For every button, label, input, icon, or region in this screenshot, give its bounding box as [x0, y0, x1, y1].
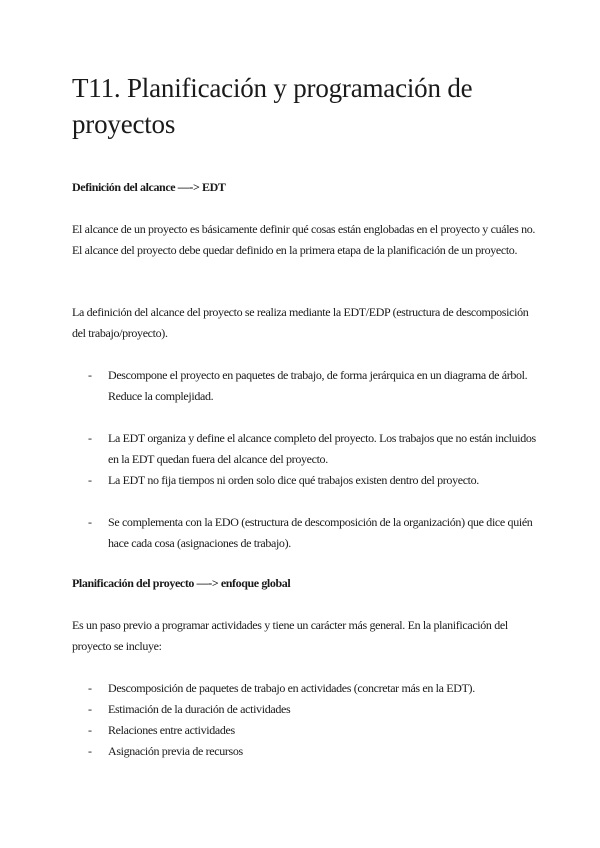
paragraph-edt-edp: La definición del alcance del proyecto se realiza mediante la EDT/EDP (estructura de descomposición del trabajo/proyecto). [72, 305, 529, 340]
bullet-marker: - [88, 515, 92, 529]
list-item [72, 365, 542, 407]
list-item [72, 720, 542, 741]
list-item-text: Descomposición de paquetes de trabajo en actividades (concretar más en la EDT). [108, 681, 475, 695]
list-item [72, 428, 542, 470]
list-item-text: La EDT organiza y define el alcance completo del proyecto. Los trabajos que no están incluidos en la EDT quedan fuera del alcance del proyecto. [108, 431, 536, 466]
list-item [72, 512, 542, 554]
bullet-marker: - [88, 744, 92, 758]
bullet-marker: - [88, 702, 92, 716]
section-heading-alcance: Definición del alcance —-> EDT [72, 180, 226, 194]
paragraph-planificacion: Es un paso previo a programar actividades y tiene un carácter más general. En la planificación del proyecto se incluye: [72, 618, 508, 653]
bullet-marker: - [88, 473, 92, 487]
bullet-marker: - [88, 681, 92, 695]
paragraph-alcance-definicion: El alcance de un proyecto es básicamente definir qué cosas están englobadas en el proyecto y cuáles no. El alcance del proyecto debe quedar definido en la primera etapa de la planificación de un proyecto. [72, 222, 536, 257]
list-item [72, 741, 542, 762]
list-item [72, 678, 542, 699]
list-item-text: Relaciones entre actividades [108, 723, 235, 737]
bullet-marker: - [88, 368, 92, 382]
page-title: T11. Planificación y programación de proyectos [72, 73, 473, 139]
bullet-marker: - [88, 431, 92, 445]
list-item [72, 699, 542, 720]
list-item-text: Descompone el proyecto en paquetes de trabajo, de forma jerárquica en un diagrama de árbol. Reduce la complejidad. [108, 368, 528, 403]
list-item [72, 470, 542, 491]
list-item-text: La EDT no fija tiempos ni orden solo dice qué trabajos existen dentro del proyecto. [108, 473, 479, 487]
list-item-text: Se complementa con la EDO (estructura de descomposición de la organización) que dice quién hace cada cosa (asignaciones de trabajo). [108, 515, 533, 550]
bullet-marker: - [88, 723, 92, 737]
list-item-text: Estimación de la duración de actividades [108, 702, 291, 716]
list-item-text: Asignación previa de recursos [108, 744, 243, 758]
section-heading-planificacion: Planificación del proyecto —-> enfoque global [72, 576, 291, 590]
